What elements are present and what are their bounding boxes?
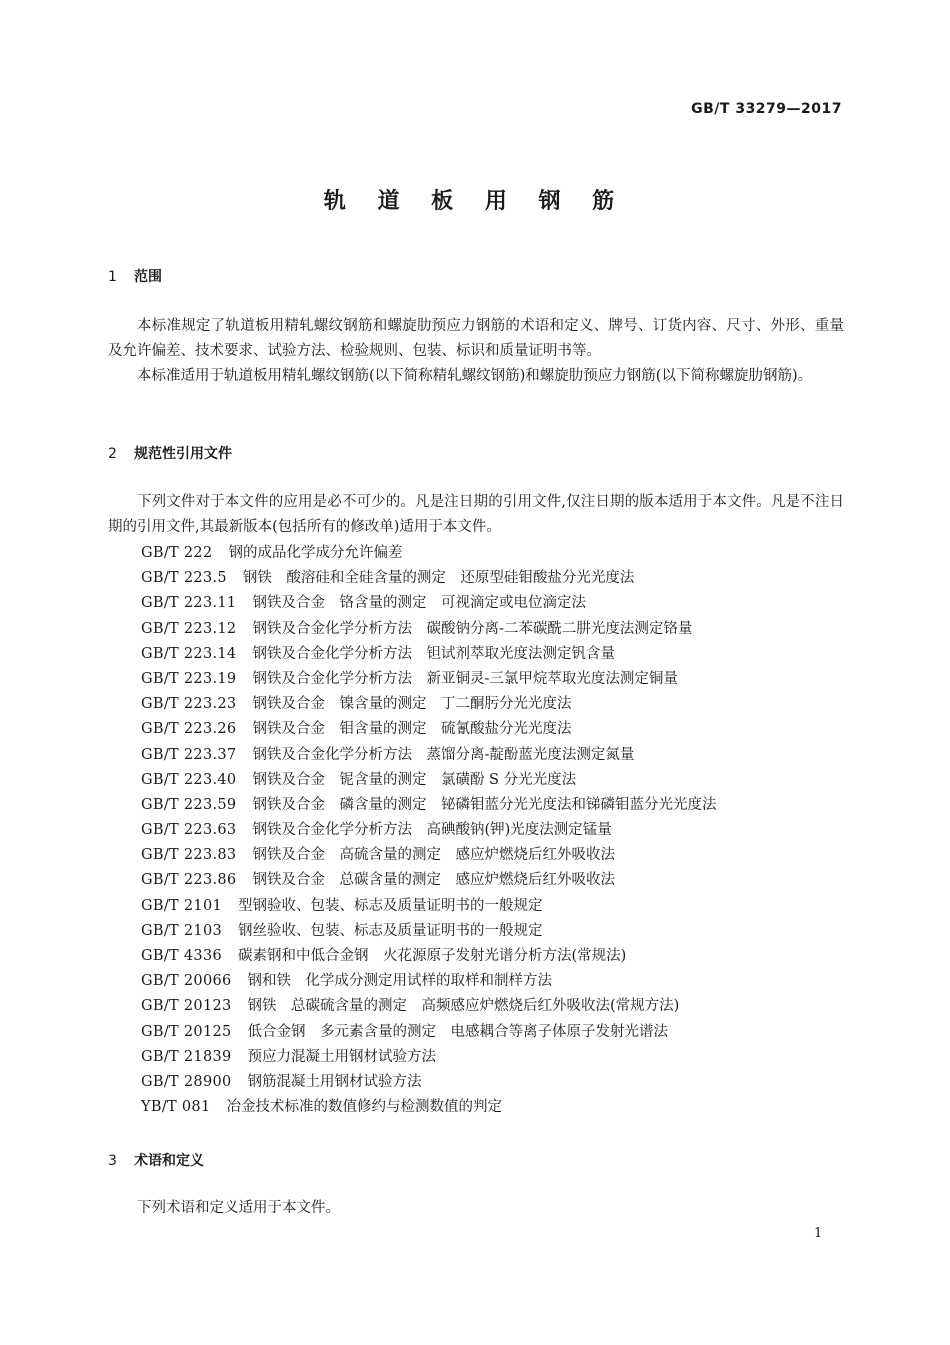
- reference-title: 钢铁及合金化学分析方法 蒸馏分离-靛酚蓝光度法测定氮量: [252, 746, 635, 763]
- section-title: 范围: [134, 269, 162, 285]
- reference-code: GB/T 223.26: [141, 721, 237, 738]
- reference-code: GB/T 223.23: [141, 696, 237, 713]
- reference-title: 钢铁及合金 铌含量的测定 氯磺酚 S 分光光度法: [252, 771, 577, 788]
- reference-item: [141, 843, 716, 868]
- reference-code: GB/T 223.83: [141, 847, 237, 864]
- section-2-paragraph-1: 下列文件对于本文件的应用是必不可少的。凡是注日期的引用文件,仅注日期的版本适用于本文件。凡是不注日期的引用文件,其最新版本(包括所有的修改单)适用于本文件。: [108, 494, 844, 535]
- section-number: 2: [108, 446, 117, 462]
- section-1-paragraph-2: 本标准适用于轨道板用精轧螺纹钢筋(以下简称精轧螺纹钢筋)和螺旋肋预应力钢筋(以下简称螺旋肋钢筋)。: [137, 368, 813, 384]
- reference-code: GB/T 223.59: [141, 796, 237, 813]
- page-number: 1: [814, 1226, 823, 1241]
- reference-code: GB/T 20066: [141, 973, 232, 990]
- reference-item: [141, 818, 716, 843]
- section-number: 3: [108, 1153, 117, 1169]
- reference-code: GB/T 2103: [141, 922, 223, 939]
- standard-code: GB/T 33279—2017: [691, 101, 842, 117]
- reference-item: [141, 994, 716, 1019]
- reference-item: [141, 944, 716, 969]
- reference-item: [141, 692, 716, 717]
- reference-title: 预应力混凝土用钢材试验方法: [247, 1048, 437, 1065]
- reference-code: GB/T 223.12: [141, 620, 237, 637]
- reference-item: [141, 894, 716, 919]
- reference-item: [141, 642, 716, 667]
- reference-title: 钢铁及合金化学分析方法 碳酸钠分离-二苯碳酰二肼光度法测定铬量: [252, 620, 693, 637]
- document-title: 轨 道 板 用 钢 筋: [323, 189, 627, 214]
- reference-item: [141, 969, 716, 994]
- reference-item: [141, 541, 716, 566]
- reference-title: 钢铁及合金 镍含量的测定 丁二酮肟分光光度法: [252, 696, 572, 713]
- reference-code: GB/T 21839: [141, 1048, 232, 1065]
- reference-title: 钢和铁 化学成分测定用试样的取样和制样方法: [247, 973, 553, 990]
- reference-code: GB/T 223.86: [141, 872, 237, 889]
- reference-code: GB/T 223.5: [141, 570, 227, 587]
- reference-item: [141, 566, 716, 591]
- reference-code: GB/T 223.40: [141, 771, 237, 788]
- reference-title: 钢铁及合金化学分析方法 高碘酸钠(钾)光度法测定锰量: [252, 822, 612, 839]
- reference-item: [141, 1045, 716, 1070]
- reference-title: 钢铁及合金化学分析方法 钽试剂萃取光度法测定钒含量: [252, 645, 615, 662]
- reference-code: GB/T 2101: [141, 897, 223, 914]
- reference-item: [141, 1020, 716, 1045]
- reference-title: 钢铁及合金 铬含量的测定 可视滴定或电位滴定法: [252, 595, 586, 612]
- reference-item: [141, 743, 716, 768]
- section-title: 术语和定义: [134, 1153, 204, 1169]
- reference-code: GB/T 223.14: [141, 645, 237, 662]
- reference-item: [141, 1095, 716, 1120]
- reference-title: 钢筋混凝土用钢材试验方法: [247, 1073, 422, 1090]
- reference-code: GB/T 4336: [141, 948, 223, 964]
- reference-code: GB/T 223.19: [141, 670, 237, 687]
- reference-title: 低合金钢 多元素含量的测定 电感耦合等离子体原子发射光谱法: [247, 1023, 669, 1040]
- reference-code: GB/T 223.63: [141, 822, 237, 839]
- section-2-heading: [108, 443, 232, 463]
- reference-title: 钢铁及合金 钼含量的测定 硫氰酸盐分光光度法: [252, 721, 572, 738]
- reference-item: [141, 617, 716, 642]
- reference-item: [141, 667, 716, 692]
- reference-code: GB/T 223.11: [141, 595, 237, 612]
- reference-title: 碳素钢和中低合金钢 火花源原子发射光谱分析方法(常规法): [238, 948, 627, 964]
- section-title: 规范性引用文件: [134, 446, 232, 462]
- section-3-paragraph-1: 下列术语和定义适用于本文件。: [137, 1200, 340, 1216]
- reference-title: 型钢验收、包装、标志及质量证明书的一般规定: [238, 897, 543, 914]
- reference-title: 钢铁及合金 总碳含量的测定 感应炉燃烧后红外吸收法: [252, 872, 615, 889]
- section-1-paragraph-1: 本标准规定了轨道板用精轧螺纹钢筋和螺旋肋预应力钢筋的术语和定义、牌号、订货内容、尺寸、外形、重量及允许偏差、技术要求、试验方法、检验规则、包装、标识和质量证明书等。: [108, 318, 844, 359]
- reference-item: [141, 768, 716, 793]
- reference-code: GB/T 222: [141, 545, 213, 561]
- reference-title: 钢铁及合金 高硫含量的测定 感应炉燃烧后红外吸收法: [252, 847, 615, 864]
- reference-code: GB/T 20123: [141, 998, 232, 1015]
- reference-item: [141, 793, 716, 818]
- reference-code: GB/T 223.37: [141, 746, 237, 763]
- reference-code: YB/T 081: [141, 1099, 211, 1116]
- reference-item: [141, 868, 716, 893]
- reference-code: GB/T 20125: [141, 1023, 232, 1040]
- reference-item: [141, 591, 716, 616]
- reference-title: 钢铁及合金 磷含量的测定 铋磷钼蓝分光光度法和锑磷钼蓝分光光度法: [252, 796, 717, 813]
- section-1-heading: [108, 266, 162, 286]
- reference-item: [141, 717, 716, 742]
- reference-title: 冶金技术标准的数值修约与检测数值的判定: [226, 1099, 502, 1116]
- reference-title: 钢铁及合金化学分析方法 新亚铜灵-三氯甲烷萃取光度法测定铜量: [252, 670, 678, 687]
- reference-item: [141, 1070, 716, 1095]
- section-number: 1: [108, 269, 117, 285]
- reference-title: 钢丝验收、包装、标志及质量证明书的一般规定: [238, 922, 543, 939]
- reference-title: 钢的成品化学成分允许偏差: [228, 545, 403, 561]
- reference-title: 钢铁 总碳硫含量的测定 高频感应炉燃烧后红外吸收法(常规方法): [247, 998, 680, 1015]
- reference-item: [141, 919, 716, 944]
- reference-code: GB/T 28900: [141, 1073, 232, 1090]
- normative-references-list: [141, 541, 716, 1120]
- reference-title: 钢铁 酸溶硅和全硅含量的测定 还原型硅钼酸盐分光光度法: [242, 570, 635, 587]
- section-3-heading: [108, 1150, 204, 1170]
